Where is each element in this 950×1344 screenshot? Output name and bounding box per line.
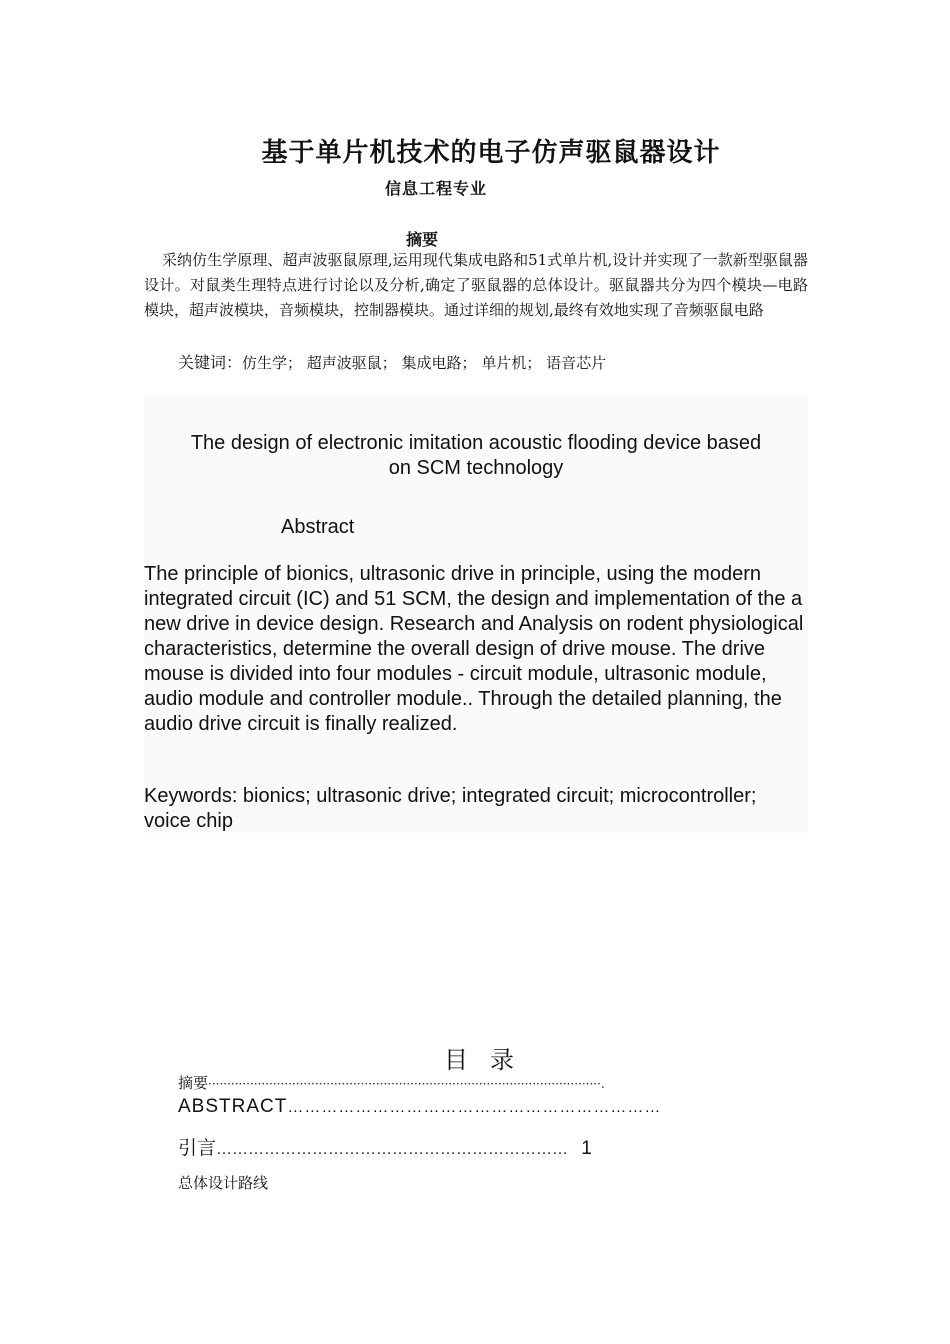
toc-item-label: ABSTRACT [178,1096,288,1117]
toc-item-label: 总体设计路线 [178,1174,269,1192]
toc-item-dots: ………………………………………………………… [287,1099,662,1116]
toc-title: 目录 [444,1046,536,1074]
abstract-cn-body: 采纳仿生学原理、超声波驱鼠原理,运用现代集成电路和51式单片机,设计并实现了一款新型驱鼠器设计。对鼠类生理特点进行讨论以及分析,确定了驱鼠器的总体设计。驱鼠器共分为四个模块—电路模块，超声波模块，音频模块，控制器模块。通过详细的规划,最终有效地实现了音频驱鼠电路 [144,251,808,319]
keywords-cn [178,350,606,373]
abstract-en-heading: Abstract [281,516,355,538]
abstract-en-body: The principle of bionics, ultrasonic drive in principle, using the modern integrated circuit (IC) and 51 SCM, the design and implementation of the a new drive in device design. Research and Analysis on rodent physiological characteristics, determine the overall design of drive mouse. The drive mouse is divided into four modules - circuit module, ultrasonic module, audio module and controller module.. Through the detailed planning, the audio drive circuit is finally realized. [144,563,804,735]
abstract-cn-heading: 摘要 [405,230,438,249]
document-title: 基于单片机技术的电子仿声驱鼠器设计 [261,138,721,168]
toc-item[interactable] [178,1072,758,1093]
abstract-en-section [144,393,808,833]
toc-item[interactable] [178,1096,758,1118]
keywords-cn-list: 仿生学； 超声波驱鼠； 集成电路； 单片机； 语音芯片 [242,354,607,372]
toc-item[interactable] [178,1133,738,1160]
keywords-en: Keywords: bionics; ultrasonic drive; integrated circuit; microcontroller; voice chip [144,785,757,832]
toc-item-label: 引言 [178,1138,217,1159]
toc-item-dots: ·······································································································. [208,1077,605,1091]
toc-item-dots: ………………………………………………………… [216,1141,569,1158]
toc-item-page: 1 [581,1138,592,1159]
keywords-cn-label: 关键词： [178,355,243,372]
toc-item[interactable] [178,1172,268,1193]
english-title: The design of electronic imitation acoustic flooding device based on SCM technology [190,432,762,479]
toc-item-label: 摘要 [178,1074,209,1092]
major-subtitle: 信息工程专业 [384,179,487,198]
